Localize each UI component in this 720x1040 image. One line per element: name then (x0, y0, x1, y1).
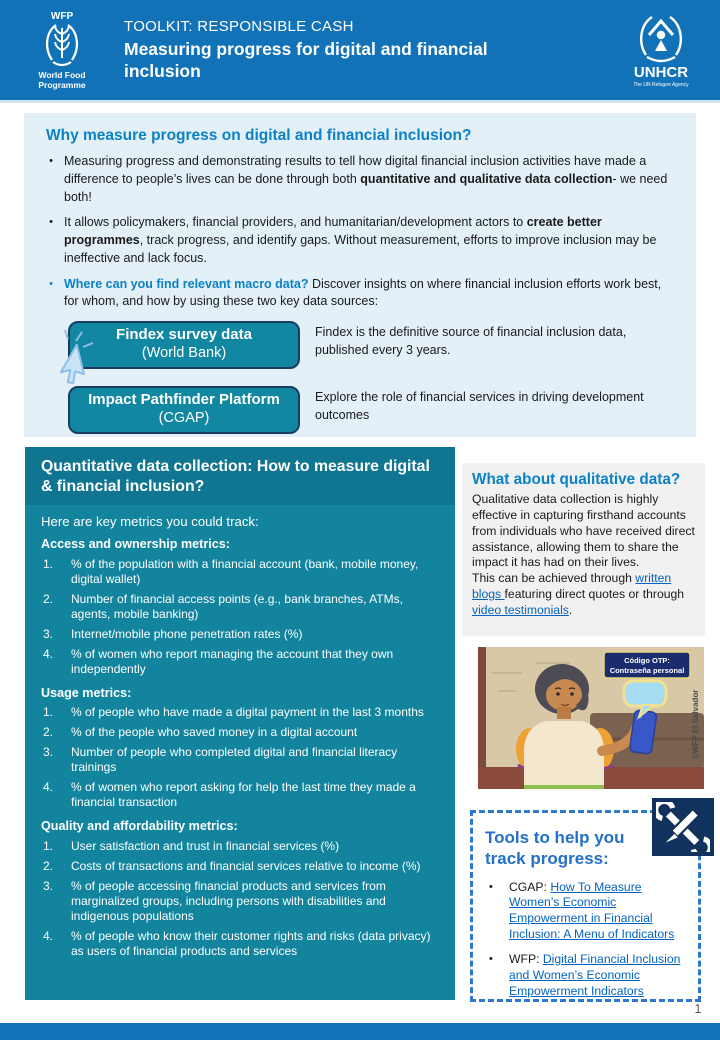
metric-text: % of the population with a financial account (bank, mobile money, digital wallet) (71, 556, 419, 586)
why-bullets (38, 153, 674, 311)
metric-item (41, 725, 441, 740)
why-bullet (38, 214, 674, 267)
metric-number: 4. (43, 780, 54, 795)
wfp-grain-icon (55, 26, 69, 58)
click-cursor-icon (46, 329, 100, 391)
tool-prefix: CGAP: (509, 879, 551, 894)
metric-text: % of people accessing financial products and services from marginalized groups, including persons with disabilities and indigenous populations (71, 879, 386, 924)
inline-link[interactable]: written blogs (472, 571, 672, 602)
qualitative-paragraph-2 (472, 571, 695, 619)
unhcr-logo (622, 7, 700, 93)
metric-number: 1. (43, 556, 54, 571)
bullet-text (64, 153, 674, 206)
metric-number: 4. (43, 646, 54, 661)
findex-button-title: Findex survey data (116, 326, 252, 343)
header (0, 0, 720, 103)
metric-text: % of women who report asking for help the last time they made a financial transaction (71, 780, 416, 810)
metric-item (41, 859, 441, 874)
text-segment: create better programmes (64, 215, 602, 247)
metric-item (41, 557, 441, 587)
tool-link[interactable]: How To Measure Women’s Economic Empowerment in Financial Inclusion: A Menu of Indicators (509, 879, 675, 942)
quantitative-panel (25, 447, 455, 1000)
page-number: 1 (694, 1002, 702, 1016)
wfp-logo (26, 8, 98, 92)
metric-text: Costs of transactions and financial services relative to income (%) (71, 859, 421, 874)
tool-item (485, 952, 688, 1000)
quantitative-panel-body (25, 505, 455, 974)
impact-pathfinder-button[interactable] (68, 386, 300, 434)
why-bullet (38, 153, 674, 206)
metric-item (41, 592, 441, 622)
bullet-marker: • (49, 216, 53, 229)
tools-items (485, 880, 688, 1000)
bullet-marker: • (489, 880, 493, 893)
footer-bar (0, 1023, 720, 1040)
header-titles (98, 18, 622, 83)
metric-number: 3. (43, 745, 54, 760)
text-segment: This can be achieved through (472, 571, 636, 586)
metric-number: 2. (43, 725, 54, 740)
bullet-text (64, 214, 674, 267)
source-row-findex (68, 321, 674, 369)
wfp-name-line2: Programme (38, 80, 86, 90)
data-sources (68, 321, 674, 434)
text-segment: , track progress, and identify gaps. Without measurement, efforts to improve inclusion may be ineffective and lack focus. (64, 233, 657, 265)
metric-item (41, 780, 441, 810)
quantitative-heading: Quantitative data collection: How to measure digital & financial inclusion? (41, 458, 430, 496)
unhcr-tagline: The UN Refugee Agency (633, 82, 689, 88)
metric-item (41, 647, 441, 677)
unhcr-refugee-icon (649, 21, 673, 51)
metric-text: User satisfaction and trust in financial services (%) (71, 839, 340, 854)
text-segment: It allows policymakers, financial providers, and humanitarian/development actors to (64, 215, 527, 230)
text-segment: Discover insights on where financial inclusion efforts work best, for whom, and how by using these two key data sources: (64, 276, 662, 309)
metric-item (41, 745, 441, 775)
metric-number: 2. (43, 591, 54, 606)
metric-item (41, 929, 441, 959)
text-segment: quantitative and qualitative data collection (360, 171, 613, 186)
metric-groups (41, 537, 441, 959)
metric-item (41, 879, 441, 924)
metric-item (41, 627, 441, 642)
wfp-acronym: WFP (50, 11, 74, 22)
bullet-marker: • (489, 952, 493, 965)
illustration-woman-phone (478, 647, 704, 789)
qualitative-paragraph-1: Qualitative data collection is highly effective in capturing firsthand accounts from individuals who have received direct assistance, allowing them to share the impact it has had on their lives. (472, 492, 695, 570)
why-section (24, 113, 696, 437)
bullet-text (64, 276, 674, 312)
bullet-marker: • (49, 277, 53, 290)
metric-item (41, 839, 441, 854)
metric-text: Number of financial access points (e.g., bank branches, ATMs, agents, mobile banking) (71, 591, 403, 621)
findex-description: Findex is the definitive source of financial inclusion data, published every 3 years. (315, 325, 627, 357)
inline-link[interactable]: video testimonials (472, 603, 569, 618)
findex-button[interactable] (68, 321, 300, 369)
quantitative-intro: Here are key metrics you could track: (41, 514, 259, 530)
page-title: Measuring progress for digital and financial inclusion (124, 38, 488, 81)
metric-number: 1. (43, 839, 54, 854)
metric-text: Number of people who completed digital and financial literacy trainings (71, 745, 398, 775)
metric-group-title: Access and ownership metrics: (41, 536, 230, 551)
metric-text: % of women who report managing the account that they own independently (71, 646, 394, 676)
tool-link[interactable]: Digital Financial Inclusion and Women’s Economic Empowerment Indicators (509, 951, 681, 998)
metric-text: % of people who know their customer rights and risks (data privacy) as users of financial products and services (71, 929, 431, 959)
metric-item (41, 705, 441, 720)
tool-text (509, 880, 688, 943)
qualitative-heading: What about qualitative data? (472, 471, 681, 488)
text-segment: - we need both! (64, 171, 668, 204)
metric-number: 4. (43, 929, 54, 944)
why-bullet (38, 276, 674, 312)
text-segment: Where can you find relevant macro data? (64, 276, 312, 291)
text-segment: Measuring progress and demonstrating results to tell how digital financial inclusion activities have made a difference to people’s lives can be done through both (64, 154, 647, 186)
wfp-name-line1: World Food (38, 70, 86, 80)
metric-text: % of people who have made a digital payment in the last 3 months (71, 705, 424, 720)
pathfinder-button-title: Impact Pathfinder Platform (88, 391, 280, 409)
metric-number: 3. (43, 626, 54, 641)
metric-text: Internet/mobile phone penetration rates (%) (71, 626, 303, 641)
text-segment: . (568, 603, 573, 618)
metric-group-title: Usage metrics: (41, 685, 132, 700)
metric-number: 1. (43, 705, 54, 720)
text-segment: featuring direct quotes or through (504, 587, 685, 602)
otp-badge-line1: Código OTP: (624, 656, 670, 665)
pathfinder-description: Explore the role of financial services in driving development outcomes (315, 390, 644, 422)
metric-text: % of the people who saved money in a digital account (71, 725, 358, 740)
pathfinder-button-subtitle: (CGAP) (158, 409, 210, 426)
bullet-marker: • (49, 155, 53, 167)
qualitative-box (462, 463, 705, 636)
metric-group-title: Quality and affordability metrics: (41, 819, 238, 834)
metric-number: 3. (43, 879, 54, 894)
photo-credit: ©WFP El Salvador (691, 689, 700, 759)
otp-badge (604, 652, 690, 678)
quantitative-panel-header (25, 447, 455, 505)
unhcr-acronym: UNHCR (633, 64, 689, 81)
why-heading: Why measure progress on digital and financial inclusion? (46, 127, 472, 144)
otp-badge-line2: Contraseña personal (609, 666, 685, 675)
findex-button-subtitle: (World Bank) (141, 344, 227, 361)
metric-number: 2. (43, 859, 54, 874)
tool-item (485, 880, 688, 943)
header-kicker: TOOLKIT: RESPONSIBLE CASH (124, 17, 354, 35)
tool-prefix: WFP: (509, 951, 543, 966)
tool-text (509, 952, 688, 1000)
source-row-pathfinder (68, 386, 674, 434)
wrench-pencil-icon (652, 798, 714, 856)
tools-heading: Tools to help you track progress: (485, 828, 625, 869)
